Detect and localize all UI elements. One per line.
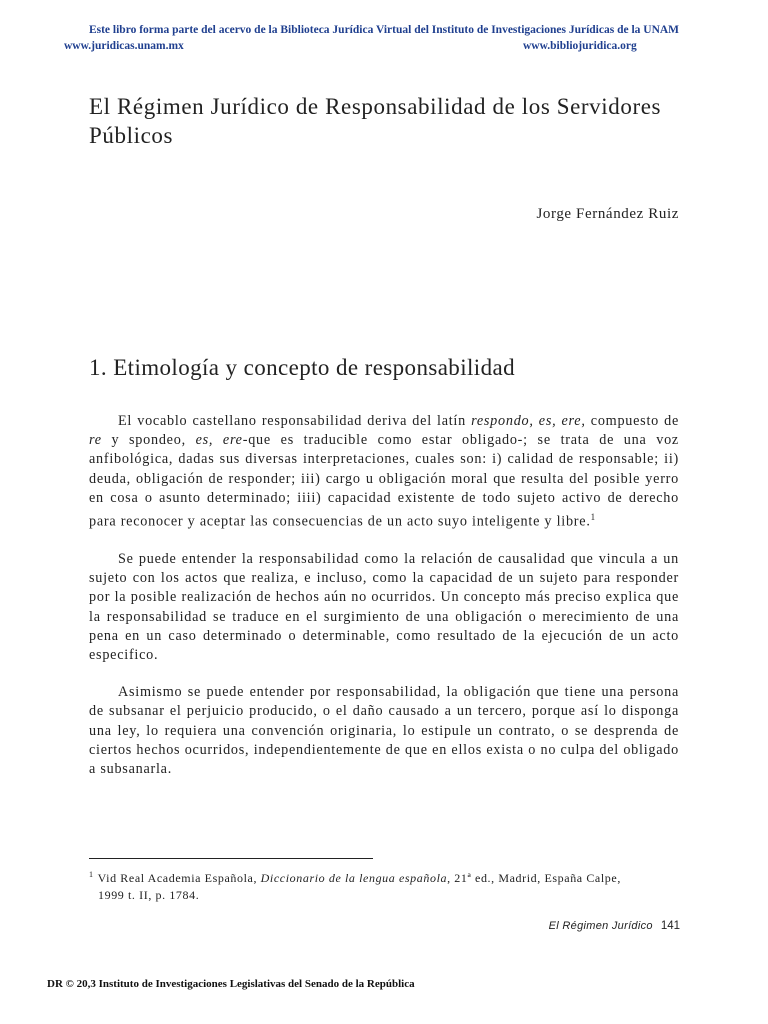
bibliojuridica-link[interactable]: www.bibliojuridica.org <box>523 40 637 52</box>
running-title: El Régimen Jurídico <box>548 920 653 932</box>
footnote-divider <box>89 858 373 859</box>
page-number: 141 <box>660 920 680 932</box>
paragraph-1: El vocablo castellano responsabilidad deriva del latín respondo, es, ere, compuesto de re y spondeo, es, ere-que es traducible como estar obligado-; se trata de una voz anfibológica, dadas sus diversas interpretaciones, cuales son: i) calidad de responsable; ii) deuda, obligación de responder; iii) cargo u obligación moral que resulta del posible yerro en cosa o asunto determinado; iiii) capacidad existente de todo sujeto activo de derecho para reconocer y aceptar las consecuencias de un acto suyo inteligente y libre.$^1$ <box>89 413 679 530</box>
author-name: Jorge Fernández Ruiz <box>536 206 679 222</box>
library-banner: Este libro forma parte del acervo de la Biblioteca Jurídica Virtual del Instituto de Investigaciones Jurídicas de la UNAM <box>88 24 680 36</box>
paragraph-3: Asimismo se puede entender por responsabilidad, la obligación que tiene una persona de subsanar el perjuicio producido, o el daño causado a un tercero, porque así lo disponga una ley, lo requiera una convención originaria, lo estipule un contrato, o se desprenda de ciertos hechos ocurridos, independientemente de que en ellos exista o no culpa del obligado a subsanarla. <box>89 684 679 777</box>
footnote: $^1$ Vid Real Academia Española, Diccionario de la lengua española, 21ª ed., Madrid, España Calpe, 1999 t. II, p. 1784. <box>89 870 621 902</box>
document-title: El Régimen Jurídico de Responsabilidad de los Servidores Públicos <box>89 94 662 148</box>
paragraph-2: Se puede entender la responsabilidad como la relación de causalidad que vincula a un sujeto con los actos que realiza, e incluso, como la capacidad de un sujeto para responder por la posible realización de hechos aún no ocurridos. Un concepto más preciso explica que la responsabilidad se traduce en el surgimiento de una obligación o merecimiento de una pena en un caso determinado o determinable, como resultado de la ejecución de un acto especifico. <box>89 550 679 663</box>
section-heading: 1. Etimología y concepto de responsabilidad <box>89 355 515 380</box>
running-footer <box>470 920 680 932</box>
footnote-ref[interactable]: 1 <box>590 512 596 523</box>
body-text <box>89 412 679 797</box>
footnote-number: 1 <box>89 870 94 879</box>
juridicas-link[interactable]: www.juridicas.unam.mx <box>64 40 184 52</box>
copyright-notice: DR © 20,3 Instituto de Investigaciones Legislativas del Senado de la República <box>47 978 415 990</box>
